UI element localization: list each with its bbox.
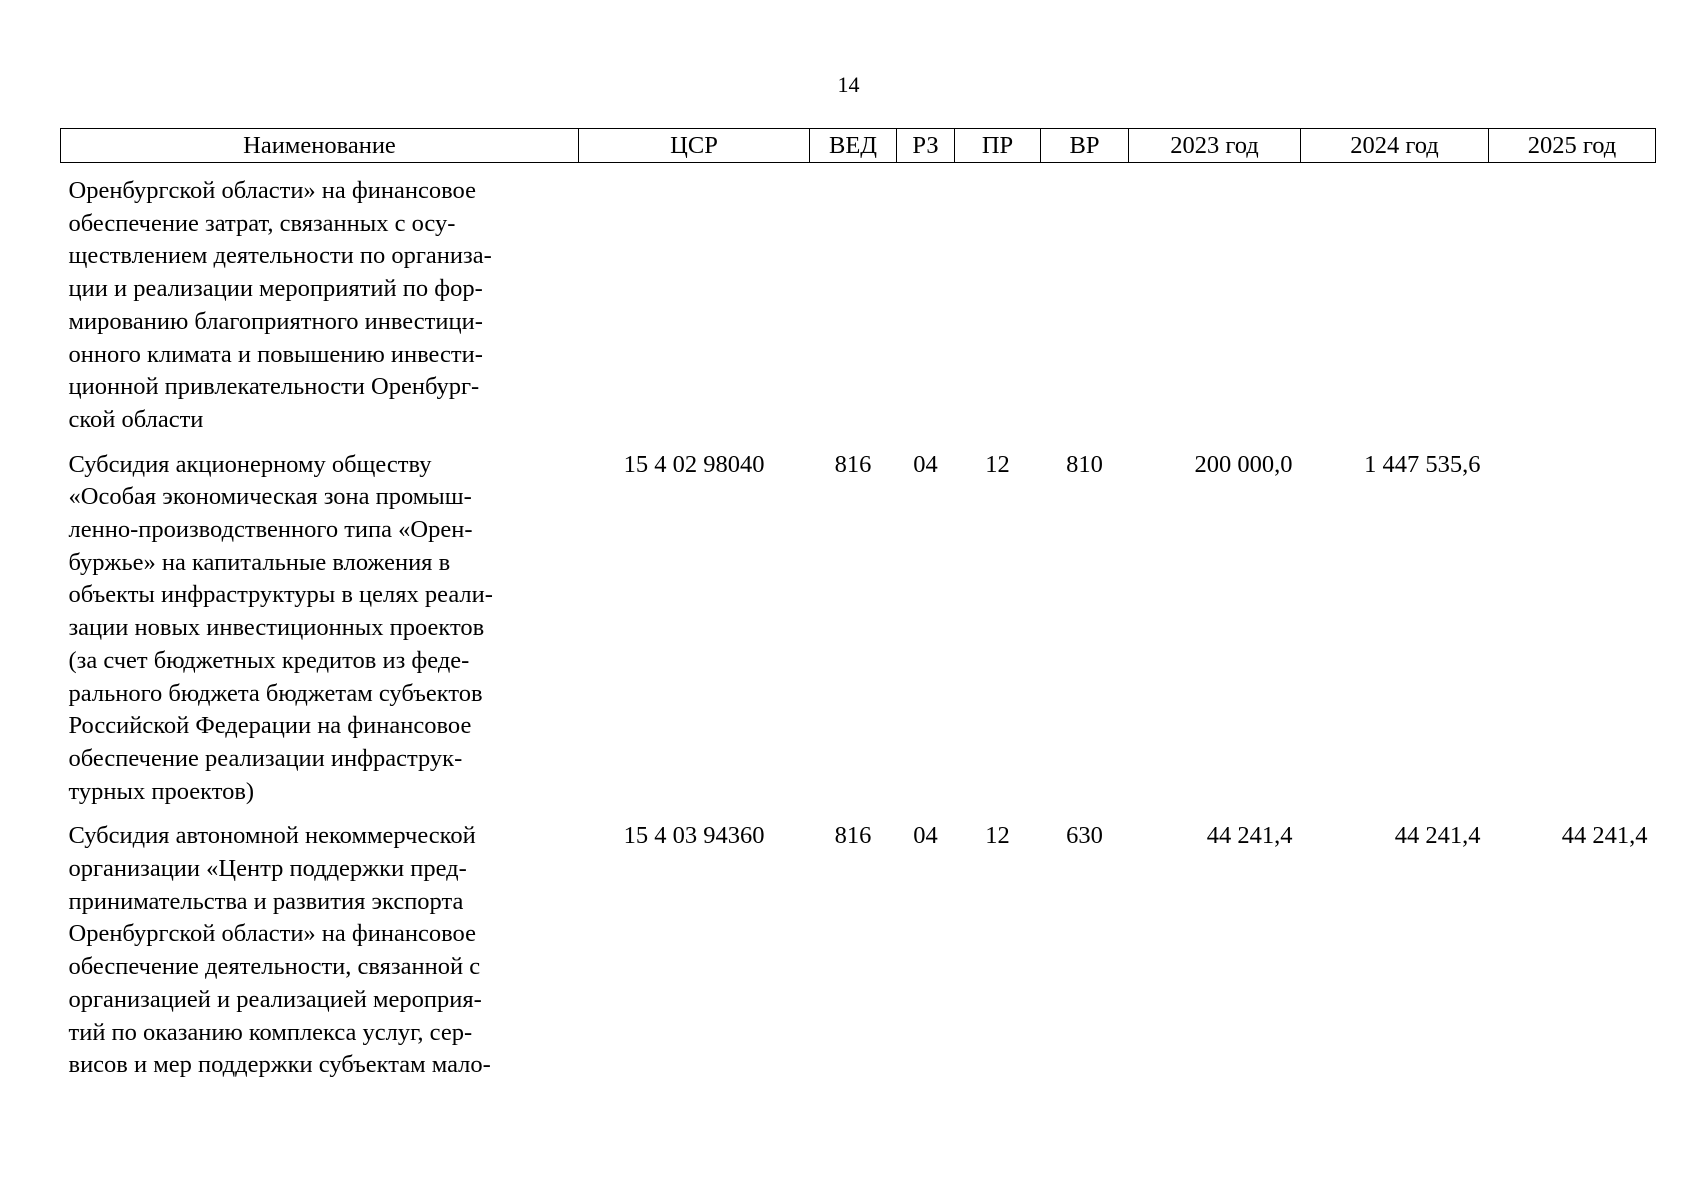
row-name-cell <box>61 175 579 437</box>
ved-cell: 816 <box>834 450 872 478</box>
amount-2025-cell <box>1489 449 1656 809</box>
row-gap <box>61 437 1656 449</box>
name-line: обеспечение реализации инфраструк- <box>68 744 463 772</box>
table-row <box>61 175 1656 437</box>
name-line: Российской Федерации на финансовое <box>68 712 472 740</box>
header-pr: ПР <box>955 129 1041 163</box>
name-line: висов и мер поддержки субъектам мало- <box>68 1051 491 1079</box>
name-line: рального бюджета бюджетам субъектов <box>68 679 483 707</box>
name-line: ционной привлекательности Оренбург- <box>68 373 480 401</box>
amount-2023-cell <box>1129 175 1301 437</box>
name-line: «Особая экономическая зона промыш- <box>68 483 472 511</box>
name-line: обеспечение затрат, связанных с осу- <box>68 209 456 237</box>
name-line: ции и реализации мероприятий по фор- <box>68 275 483 303</box>
name-line: обеспечение деятельности, связанной с <box>68 953 481 981</box>
name-line: ществлением деятельности по организа- <box>68 242 492 270</box>
header-ved: ВЕД <box>810 129 897 163</box>
pr-cell: 12 <box>985 822 1010 850</box>
header-2025: 2025 год <box>1489 129 1656 163</box>
row-name-cell <box>61 820 579 1082</box>
header-2024: 2024 год <box>1301 129 1489 163</box>
amount-2024-cell: 1 447 535,6 <box>1364 450 1481 478</box>
header-rz: РЗ <box>897 129 955 163</box>
name-line: зации новых инвестиционных проектов <box>68 614 485 642</box>
page-number: 14 <box>837 72 860 97</box>
name-line: турных проектов) <box>68 777 255 805</box>
table-row <box>61 820 1656 1082</box>
name-line: ской области <box>68 405 204 433</box>
name-line: ленно-производственного типа «Орен- <box>68 516 473 544</box>
rz-cell <box>897 175 955 437</box>
table-header <box>61 129 1656 163</box>
name-line: тий по оказанию комплекса услуг, сер- <box>68 1018 473 1046</box>
amount-2023-cell: 200 000,0 <box>1194 450 1293 478</box>
name-line: Субсидия автономной некоммерческой <box>68 822 476 850</box>
rz-cell: 04 <box>913 450 938 478</box>
vr-cell <box>1041 175 1129 437</box>
ved-cell <box>810 175 897 437</box>
header-vr: ВР <box>1041 129 1129 163</box>
pr-cell: 12 <box>985 450 1010 478</box>
vr-cell: 810 <box>1066 450 1103 478</box>
csr-cell <box>579 175 810 437</box>
amount-2025-cell <box>1489 175 1656 437</box>
name-line: мированию благоприятного инвестици- <box>68 307 483 335</box>
pr-cell <box>955 175 1041 437</box>
row-name-cell <box>61 449 579 809</box>
name-line: (за счет бюджетных кредитов из феде- <box>68 646 470 674</box>
name-line: Оренбургской области» на финансовое <box>68 177 476 204</box>
header-csr: ЦСР <box>579 129 810 163</box>
name-line: объекты инфраструктуры в целях реали- <box>68 581 493 609</box>
name-line: онного климата и повышению инвести- <box>68 340 483 368</box>
name-line: Оренбургской области» на финансовое <box>68 920 476 948</box>
header-2023: 2023 год <box>1129 129 1301 163</box>
amount-2024-cell: 44 241,4 <box>1394 822 1481 850</box>
budget-table <box>60 128 1656 1082</box>
vr-cell: 630 <box>1066 822 1103 850</box>
header-gap <box>61 163 1656 176</box>
rz-cell: 04 <box>913 822 938 850</box>
name-line: принимательства и развития экспорта <box>68 887 464 915</box>
csr-cell: 15 4 03 94360 <box>623 822 765 850</box>
amount-2025-cell: 44 241,4 <box>1561 822 1648 850</box>
ved-cell: 816 <box>834 822 872 850</box>
csr-cell: 15 4 02 98040 <box>623 450 765 478</box>
name-line: Субсидия акционерному обществу <box>68 450 432 478</box>
row-gap <box>61 808 1656 820</box>
name-line: организацией и реализацией мероприя- <box>68 985 482 1013</box>
amount-2024-cell <box>1301 175 1489 437</box>
table-row <box>61 449 1656 809</box>
amount-2023-cell: 44 241,4 <box>1206 822 1293 850</box>
header-name: Наименование <box>61 129 579 163</box>
name-line: организации «Центр поддержки пред- <box>68 855 467 883</box>
name-line: буржье» на капитальные вложения в <box>68 548 451 576</box>
